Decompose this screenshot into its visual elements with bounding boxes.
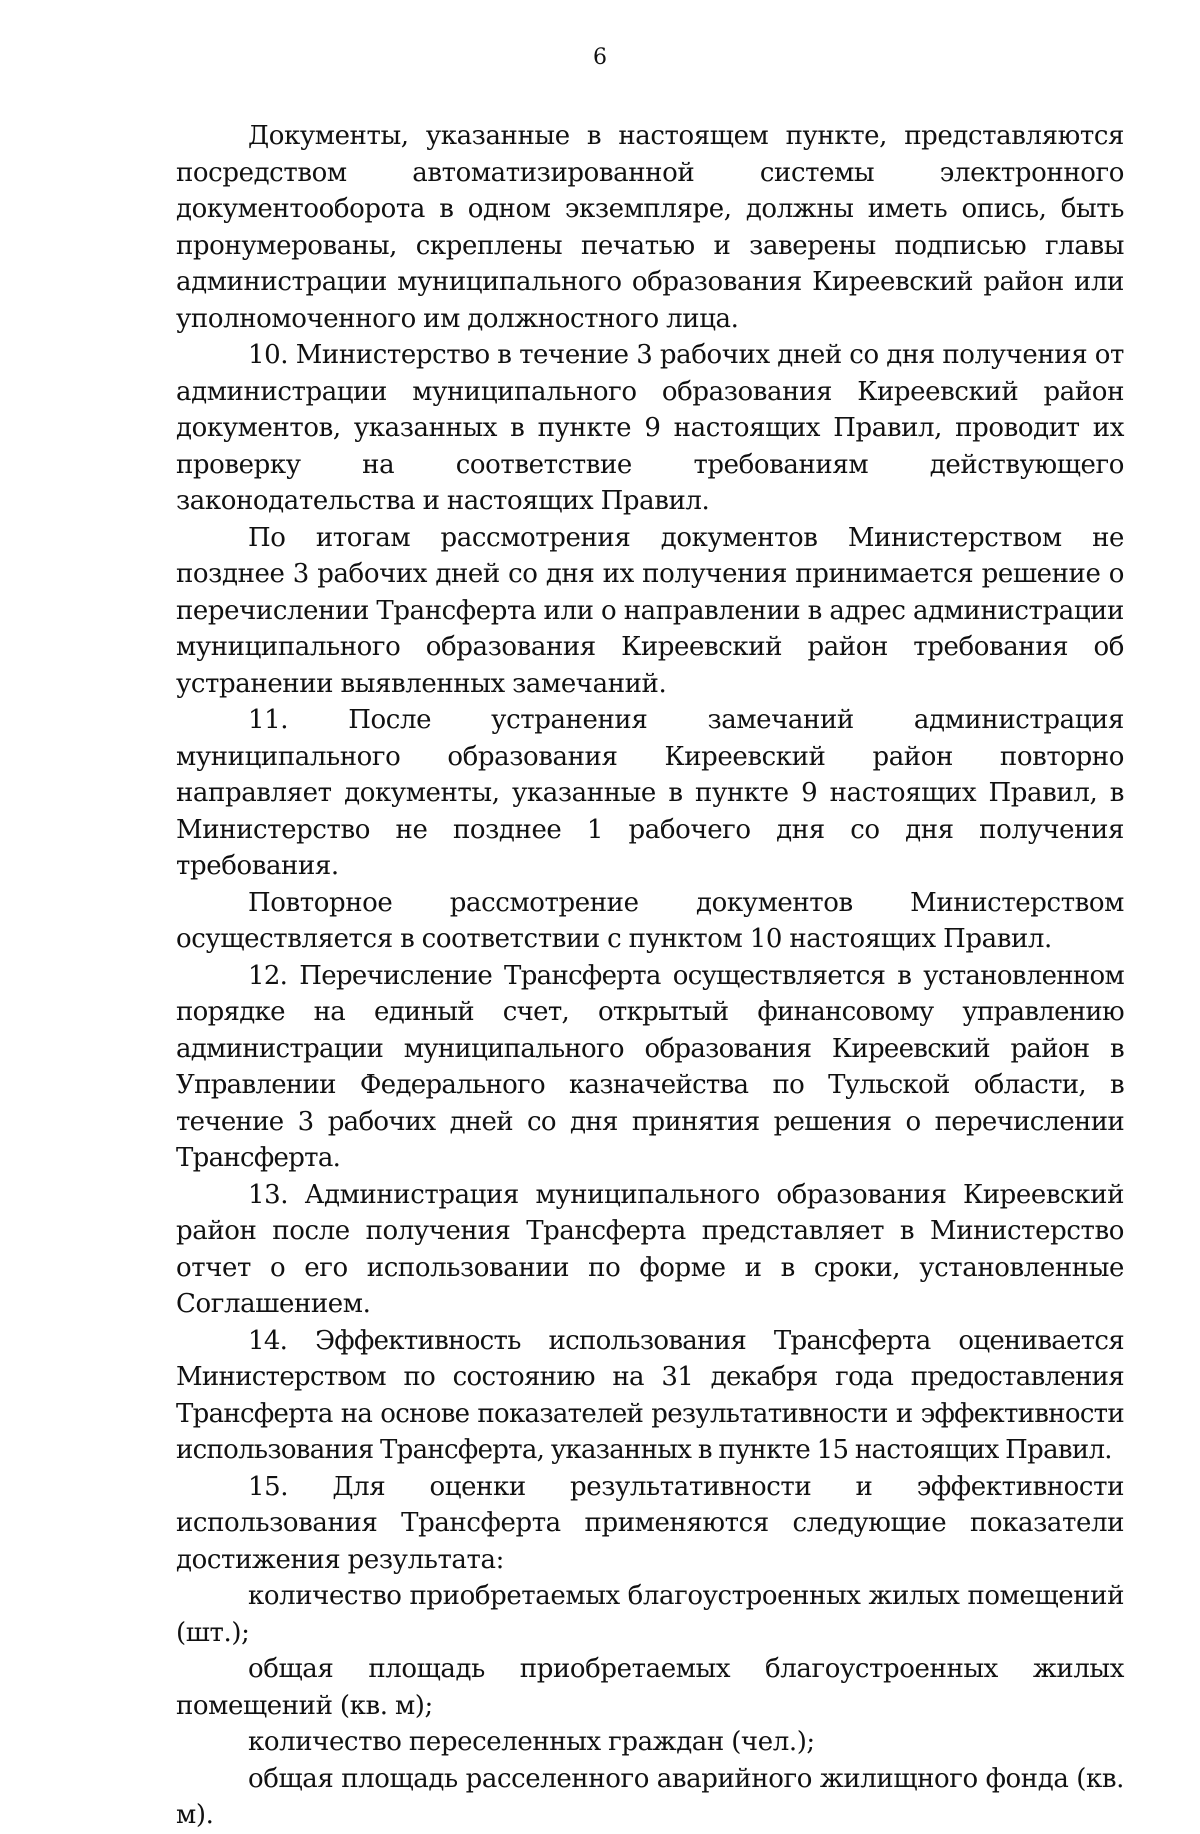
- paragraph-item-15: 15. Для оценки результативности и эффективности использования Трансферта применяются следующие показатели достижения результата:: [176, 1471, 1124, 1575]
- document-body: [176, 118, 1124, 1834]
- paragraph-documents-submission: Документы, указанные в настоящем пункте, представляются посредством автоматизированной системы электронного документооборота в одном экземпляре, должны иметь опись, быть пронумерованы, скреплены печатью и заверены подписью главы администрации муниципального образования Киреевский район или уполномоченного им должностного лица.: [176, 121, 1124, 334]
- indicator-resettled-citizens: количество переселенных граждан (чел.);: [248, 1727, 815, 1757]
- paragraph-item-11: 11. После устранения замечаний администрация муниципального образования Киреевский район повторно направляет документы, указанные в пункте 9 настоящих Правил, в Министерство не позднее 1 рабочего дня со дня получения требования.: [176, 705, 1124, 881]
- page-number: 6: [593, 45, 607, 70]
- paragraph-review-results: По итогам рассмотрения документов Министерством не позднее 3 рабочих дней со дня их получения принимается решение о перечислении Трансферта или о направлении в адрес администрации муниципального образования Киреевский район требования об устранении выявленных замечаний.: [176, 522, 1124, 699]
- indicator-housing-area: общая площадь приобретаемых благоустроенных жилых помещений (кв. м);: [176, 1654, 1124, 1721]
- paragraph-item-10: 10. Министерство в течение 3 рабочих дней со дня получения от администрации муниципального образования Киреевский район документов, указанных в пункте 9 настоящих Правил, проводит их проверку на соответствие требованиям действующего законодательства и настоящих Правил.: [176, 340, 1124, 516]
- indicator-emergency-fund-area: общая площадь расселенного аварийного жилищного фонда (кв. м).: [176, 1763, 1124, 1830]
- paragraph-item-13: 13. Администрация муниципального образования Киреевский район после получения Трансферта представляет в Министерство отчет о его использовании по форме и в сроки, установленные Соглашением.: [176, 1179, 1124, 1319]
- paragraph-item-12: 12. Перечисление Трансферта осуществляется в установленном порядке на единый счет, открытый финансовому управлению администрации муниципального образования Киреевский район в Управлении Федерального казначейства по Тульской области, в течение 3 рабочих дней со дня принятия решения о перечислении Трансферта.: [176, 960, 1124, 1173]
- paragraph-item-14: 14. Эффективность использования Трансферта оценивается Министерством по состоянию на 31 декабря года предоставления Трансферта на основе показателей результативности и эффективности использования Трансферта, указанных в пункте 15 настоящих Правил.: [176, 1325, 1124, 1465]
- indicator-housing-count: количество приобретаемых благоустроенных жилых помещений (шт.);: [176, 1581, 1124, 1648]
- paragraph-repeat-review: Повторное рассмотрение документов Министерством осуществляется в соответствии с пунктом 10 настоящих Правил.: [176, 887, 1124, 954]
